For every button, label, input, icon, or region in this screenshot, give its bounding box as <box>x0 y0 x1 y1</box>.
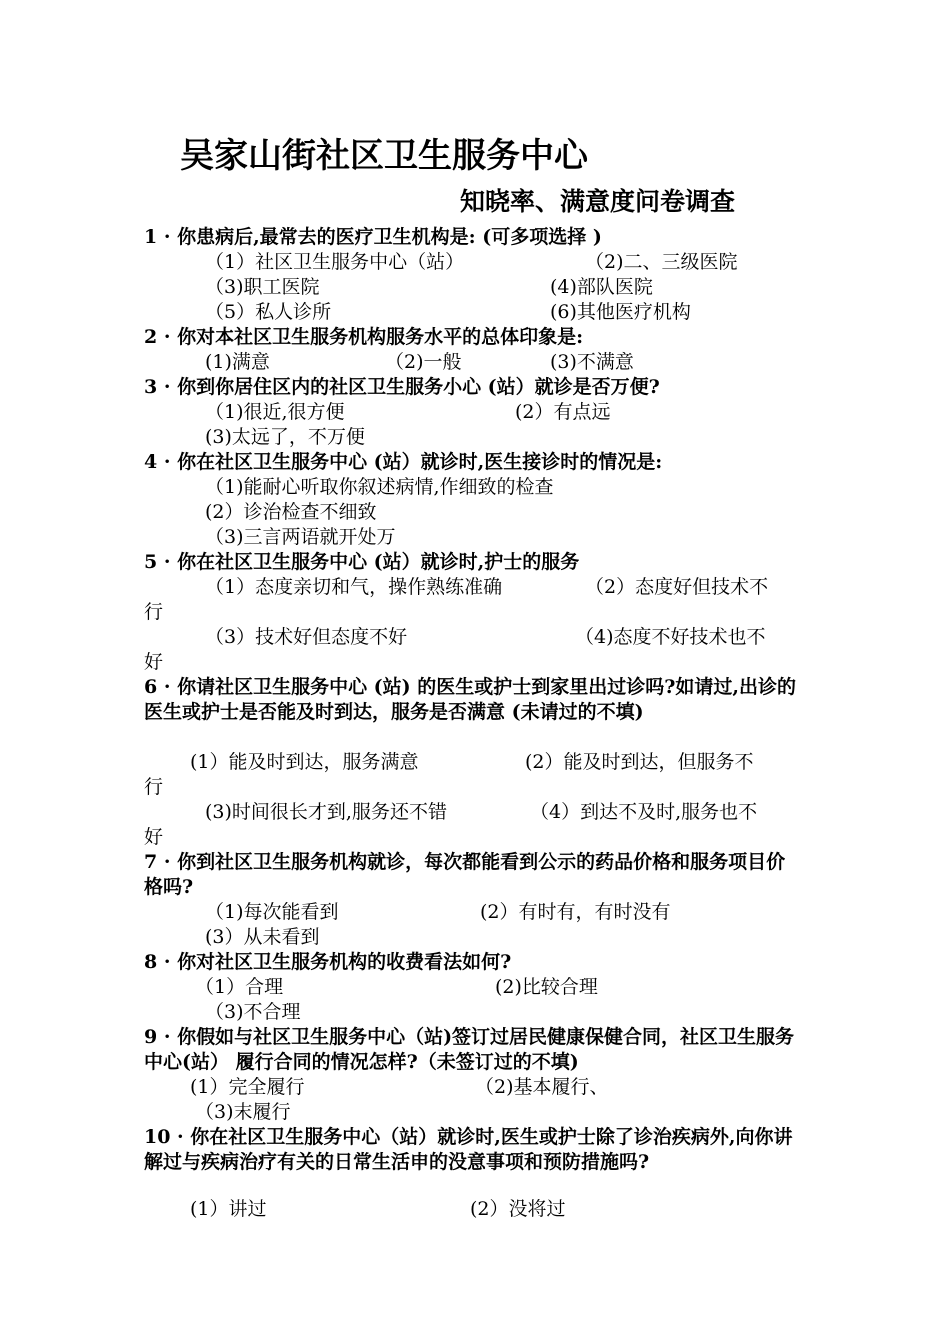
q7-option-3: (3）从未看到 <box>205 926 320 948</box>
q10-option-1: (1）讲过 <box>190 1198 267 1220</box>
question-1: 1 · 你患病后,最常去的医疗卫生机构是: (可多项选择 ) <box>144 226 602 248</box>
question-9: 9 · 你假如与社区卫生服务中心（站)签订过居民健康保健合同，社区卫生服务中心(站） 履行合同的情况怎样?（未签订过的不填) <box>144 1026 795 1073</box>
q4-option-2: (2）诊治检查不细致 <box>205 501 377 523</box>
q1-option-5: （5）私人诊所 <box>205 301 332 323</box>
page-subtitle: 知晓率、满意度问卷调查 <box>460 187 736 216</box>
q8-option-1: （1）合理 <box>195 976 284 998</box>
q2-option-1: (1)满意 <box>205 351 270 373</box>
q3-option-2: (2）有点远 <box>515 401 611 423</box>
question-4: 4 · 你在社区卫生服务中心 (站）就诊时,医生接诊时的情况是: <box>144 451 663 473</box>
q6-option-3: (3)时间很长才到,服务还不错 <box>205 801 447 823</box>
q1-option-1: （1）社区卫生服务中心（站） <box>205 251 465 273</box>
q2-option-2: （2)一般 <box>385 351 462 373</box>
question-2: 2 · 你对本社区卫生服务机构服务水平的总体印象是: <box>144 326 584 348</box>
q8-option-2: (2)比较合理 <box>495 976 598 998</box>
q5-option-4: （4)态度不好技术也不 <box>575 626 766 648</box>
q3-option-1: （1)很近,很方便 <box>205 401 345 423</box>
q1-option-2: （2)二、三级医院 <box>585 251 738 273</box>
q9-option-1: (1）完全履行 <box>190 1076 305 1098</box>
question-10: 10 · 你在社区卫生服务中心（站）就诊时,医生或护士除了诊治疾病外,向你讲解过与疾病治疗有关的日常生活申的没意事项和预防措施吗? <box>144 1126 793 1173</box>
q6-option-2-wrap: 行 <box>144 776 164 798</box>
q5-option-2-wrap: 行 <box>144 601 164 623</box>
q7-option-1: （1)每次能看到 <box>205 901 339 923</box>
q7-option-2: (2）有时有，有时没有 <box>480 901 671 923</box>
q1-option-3: （3)职工医院 <box>205 276 320 298</box>
q9-option-2: （2)基本履行、 <box>475 1076 609 1098</box>
q6-option-2: (2）能及时到达，但服务不 <box>525 751 754 773</box>
q6-option-1: (1）能及时到达，服务满意 <box>190 751 419 773</box>
question-6: 6 · 你请社区卫生服务中心 (站) 的医生或护士到家里出过诊吗?如请过,出诊的医生或护士是否能及时到达，服务是否满意 (未请过的不填) <box>144 676 797 723</box>
q8-option-3: （3)不合理 <box>205 1001 301 1023</box>
q3-option-3: (3)太远了，不万便 <box>205 426 365 448</box>
page-title: 吴家山街社区卫生服务中心 <box>180 136 588 176</box>
question-5: 5 · 你在社区卫生服务中心 (站）就诊时,护士的服务 <box>144 551 580 573</box>
q5-option-4-wrap: 好 <box>144 651 164 673</box>
q6-option-4-wrap: 好 <box>144 826 164 848</box>
q4-option-1: （1)能耐心听取你叙述病情,作细致的检查 <box>205 476 554 498</box>
q5-option-3: （3）技术好但态度不好 <box>205 626 408 648</box>
q9-option-3: （3)末履行 <box>195 1101 291 1123</box>
q4-option-3: （3)三言两语就开处万 <box>205 526 396 548</box>
q2-option-3: (3)不满意 <box>550 351 634 373</box>
q6-option-4: （4）到达不及时,服务也不 <box>530 801 758 823</box>
q1-option-6: (6)其他医疗机构 <box>550 301 691 323</box>
question-8: 8 · 你对社区卫生服务机构的收费看法如何? <box>144 951 512 973</box>
q5-option-1: （1）态度亲切和气，操作熟练准确 <box>205 576 503 598</box>
question-3: 3 · 你到你居住区内的社区卫生服务小心 (站）就诊是否万便? <box>144 376 660 398</box>
q1-option-4: (4)部队医院 <box>550 276 653 298</box>
q10-option-2: (2）没将过 <box>470 1198 566 1220</box>
q5-option-2: （2）态度好但技术不 <box>585 576 769 598</box>
question-7: 7 · 你到社区卫生服务机构就诊，每次都能看到公示的药品价格和服务项目价格吗? <box>144 851 786 898</box>
